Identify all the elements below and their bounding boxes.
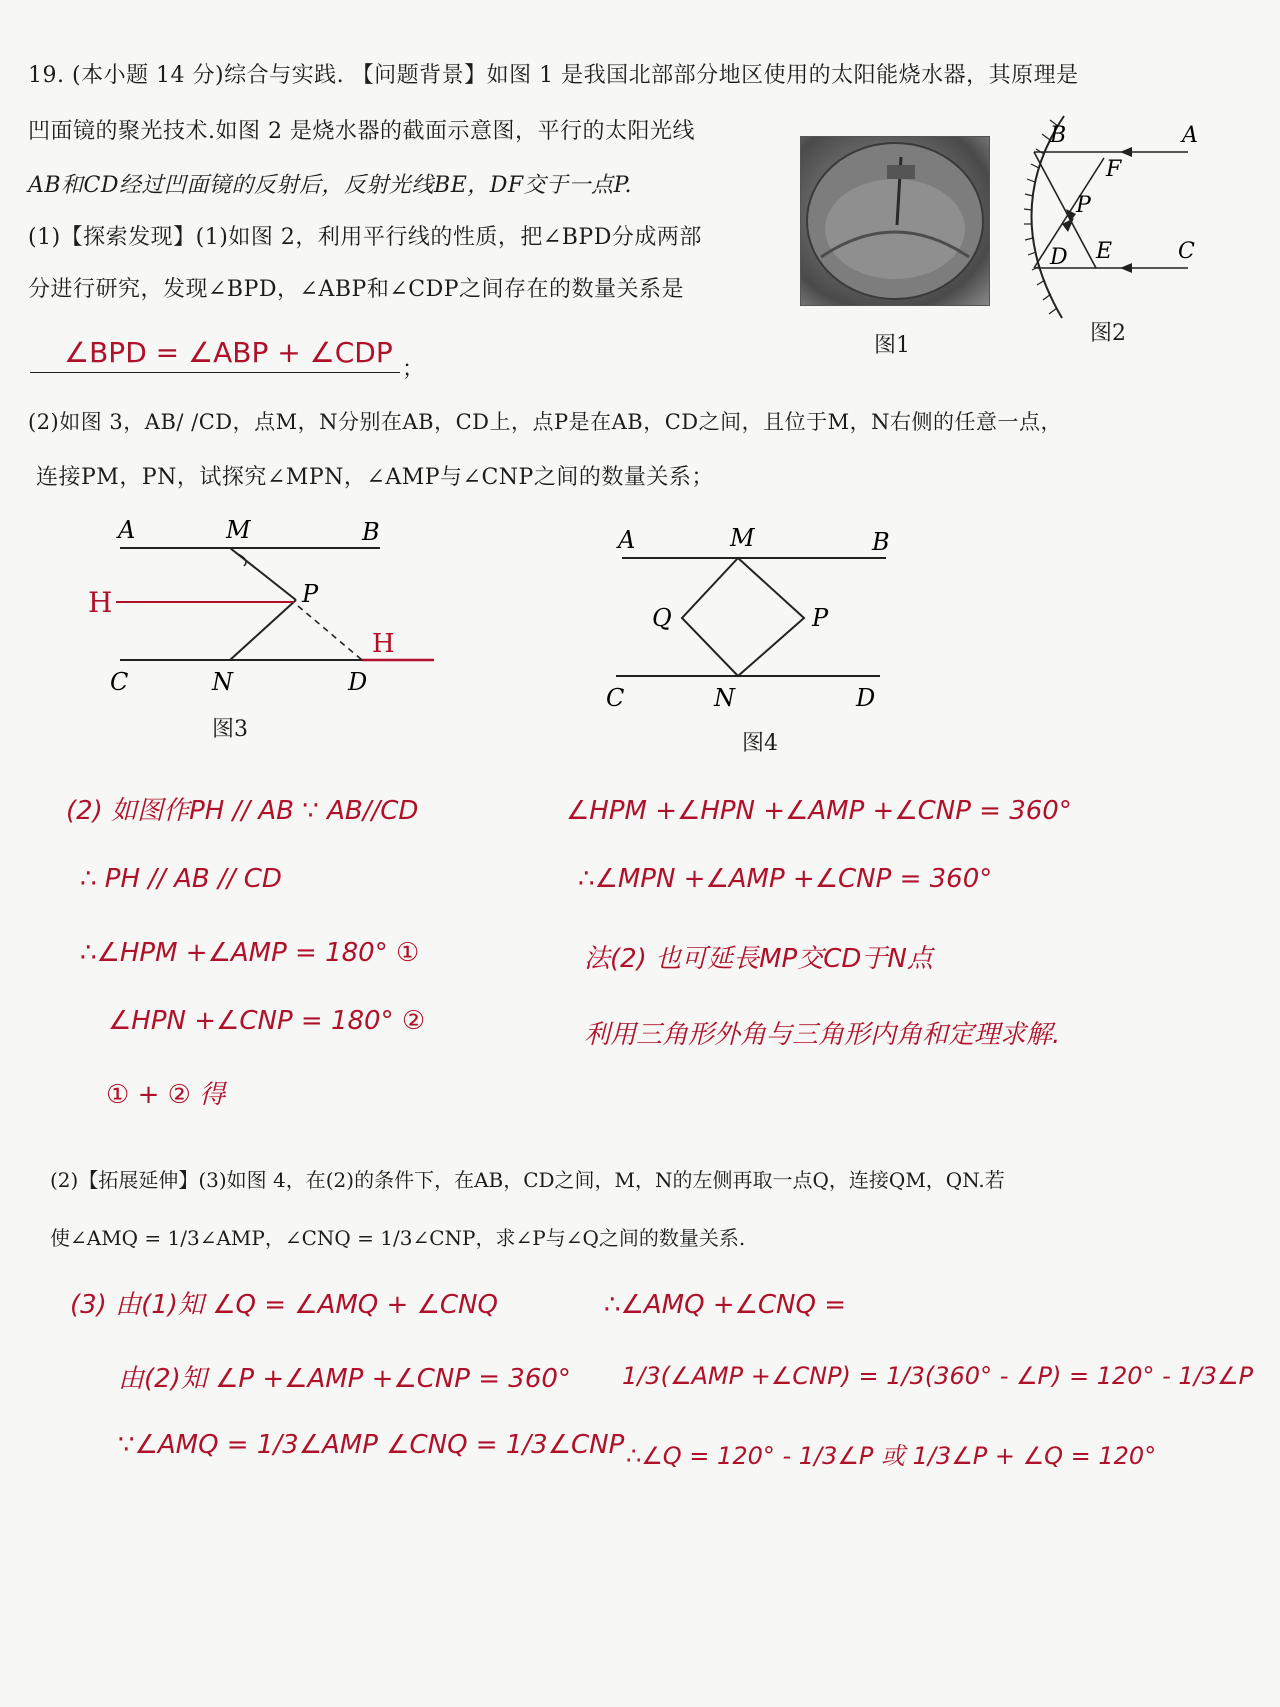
fig4-caption: 图4	[742, 731, 778, 756]
fig4-label-D: D	[856, 684, 876, 712]
fig2-label-F: F	[1106, 157, 1122, 182]
fig2-label-D: D	[1050, 245, 1068, 270]
sol2-right-line-1: ∠HPM +∠HPN +∠AMP +∠CNP = 360°	[566, 796, 1072, 826]
fig4-label-M: M	[730, 524, 755, 552]
fig4-label-P: P	[812, 604, 829, 632]
fig3-label-C: C	[110, 668, 129, 696]
semicolon: ；	[402, 357, 425, 382]
fig3-label-H-right: H	[372, 629, 395, 659]
fig4-label-N: N	[714, 684, 735, 712]
sol2-right-line-4: 利用三角形外角与三角形内角和定理求解.	[584, 1020, 1061, 1050]
sol2-left-line-1: (2) 如图作PH // AB ∵ AB//CD	[66, 796, 419, 826]
fig3-label-D: D	[348, 668, 368, 696]
sol2-right-line-3: 法(2) 也可延長MP交CD于N点	[584, 944, 933, 974]
fig4-label-C: C	[606, 684, 625, 712]
fig1-photo-drawing	[801, 137, 989, 305]
sol2-left-line-3: ∴∠HPM +∠AMP = 180° ①	[80, 938, 420, 968]
fig3-caption: 图3	[212, 717, 248, 742]
fig2-label-P: P	[1076, 193, 1091, 218]
part1-line-1: (1)【探索发现】(1)如图 2，利用平行线的性质，把∠BPD分成两部	[28, 225, 702, 250]
fig3-diagram	[80, 510, 460, 700]
fig2-diagram	[1000, 112, 1200, 322]
fig4-label-B: B	[872, 528, 890, 556]
fig3-label-A: A	[118, 516, 136, 544]
problem-line-3: AB和CD经过凹面镜的反射后，反射光线BE，DF交于一点P.	[28, 173, 632, 198]
fig4-label-A: A	[618, 526, 636, 554]
sol3-right-line-2: 1/3(∠AMP +∠CNP) = 1/3(360° - ∠P) = 120° - 1/3∠P	[622, 1362, 1254, 1390]
part2-line-2: 连接PM，PN，试探究∠MPN，∠AMP与∠CNP之间的数量关系；	[36, 465, 714, 490]
fig3-label-M: M	[226, 516, 251, 544]
fig2-label-A: A	[1182, 123, 1198, 148]
sol2-left-line-5: ① + ② 得	[106, 1080, 226, 1110]
fig1-photo-solar-cooker	[800, 136, 990, 306]
sol2-left-line-2: ∴ PH // AB // CD	[80, 864, 282, 894]
fig2-label-B: B	[1050, 123, 1067, 148]
part3-line-1: (2)【拓展延伸】(3)如图 4，在(2)的条件下，在AB，CD之间，M，N的左侧再取一点Q，连接QM，QN.若	[50, 1168, 1005, 1192]
sol3-left-line-2: 由(2)知 ∠P +∠AMP +∠CNP = 360°	[118, 1364, 571, 1394]
problem-line-1: 19. (本小题 14 分)综合与实践. 【问题背景】如图 1 是我国北部部分地区使用的太阳能烧水器，其原理是	[28, 63, 1079, 88]
sol2-left-line-4: ∠HPN +∠CNP = 180° ②	[108, 1006, 426, 1036]
sol3-left-line-3: ∵∠AMQ = 1/3∠AMP ∠CNQ = 1/3∠CNP	[118, 1430, 625, 1460]
fig2-label-C: C	[1178, 239, 1195, 264]
fig2-label-E: E	[1096, 239, 1113, 264]
part2-line-1: (2)如图 3，AB/ /CD，点M，N分别在AB，CD上，点P是在AB，CD之间，且位于M，N右侧的任意一点，	[28, 410, 1062, 434]
answer-underline	[30, 372, 400, 373]
fig3-label-P: P	[302, 580, 319, 608]
part1-handwritten-answer: ∠BPD = ∠ABP + ∠CDP	[64, 336, 393, 369]
part1-line-2: 分进行研究，发现∠BPD，∠ABP和∠CDP之间存在的数量关系是	[28, 277, 685, 302]
part3-line-2: 使∠AMQ = 1/3∠AMP，∠CNQ = 1/3∠CNP，求∠P与∠Q之间的数量关系.	[50, 1226, 746, 1250]
sol3-left-line-1: (3) 由(1)知 ∠Q = ∠AMQ + ∠CNQ	[70, 1290, 498, 1320]
fig4-diagram	[600, 514, 900, 714]
fig3-label-H-left: H	[88, 586, 113, 619]
sol2-right-line-2: ∴∠MPN +∠AMP +∠CNP = 360°	[578, 864, 993, 894]
fig3-label-N: N	[212, 668, 233, 696]
fig1-caption: 图1	[874, 333, 910, 358]
sol3-right-line-1: ∴∠AMQ +∠CNQ =	[604, 1290, 847, 1320]
sol3-right-line-3: ∴∠Q = 120° - 1/3∠P 或 1/3∠P + ∠Q = 120°	[626, 1442, 1157, 1470]
fig3-label-B: B	[362, 518, 380, 546]
fig4-label-Q: Q	[652, 604, 672, 632]
fig2-caption: 图2	[1090, 321, 1126, 346]
problem-line-2: 凹面镜的聚光技术.如图 2 是烧水器的截面示意图，平行的太阳光线	[28, 119, 695, 144]
